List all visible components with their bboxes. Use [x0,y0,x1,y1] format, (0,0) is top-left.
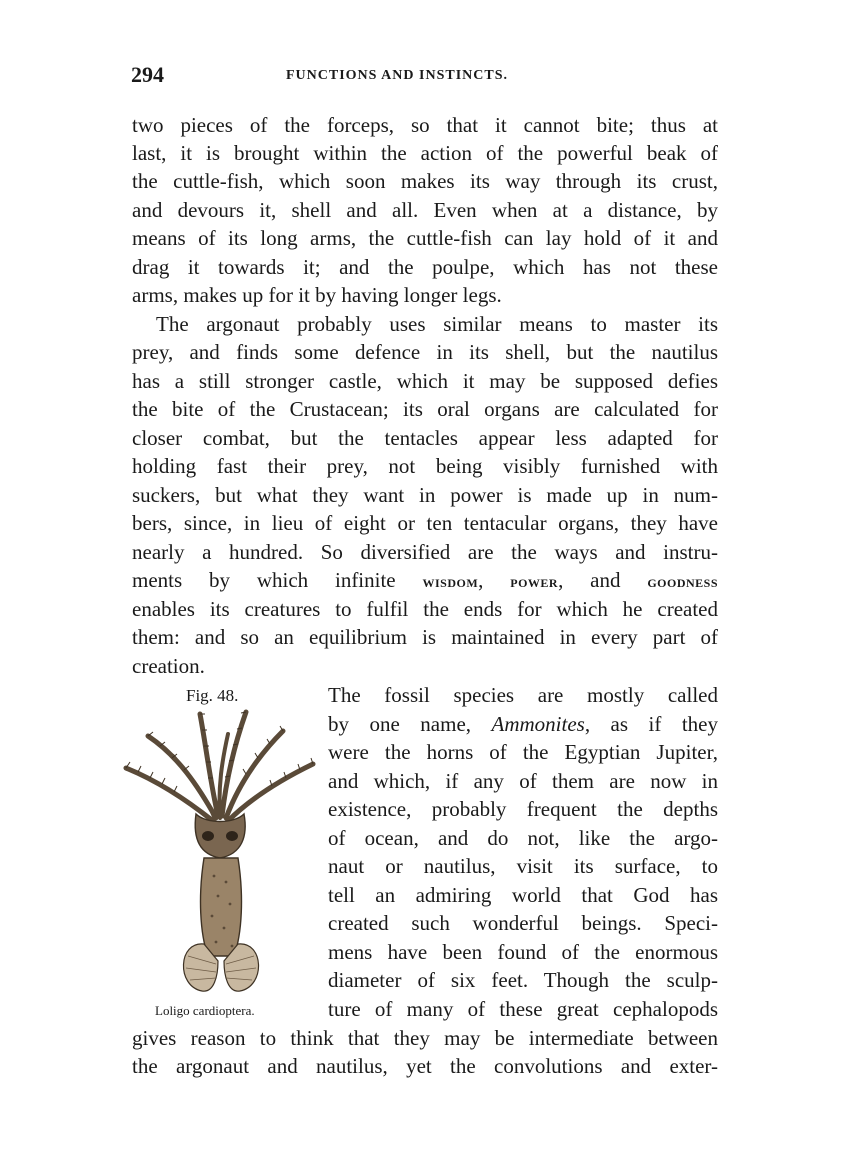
squid-illustration [118,706,323,1001]
text-line: naut or nautilus, visit its surface, to [328,854,718,878]
word-power: power [510,572,559,591]
text-line: ture of many of these great cephalopods [328,997,718,1021]
text-line: creation. [132,654,205,678]
text-line: enables its creatures to fulfil the ends for which he created [132,597,718,621]
squid-mantle [201,858,242,956]
text-run: , [478,568,511,592]
text-line: them: and so an equilibrium is maintained in every part of [132,625,718,649]
text-line: nearly a hundred. So diversified are the ways and instru- [132,540,718,564]
text-line: were the horns of the Egyptian Jupiter, [328,740,718,764]
text-line: drag it towards it; and the poulpe, which has not these [132,255,718,279]
text-run: , and [558,568,648,592]
text-line: has a still stronger castle, which it may be supposed defies [132,369,718,393]
text-line: created such wonderful beings. Speci- [328,911,718,935]
text-line: means of its long arms, the cuttle-fish can lay hold of it and [132,226,718,250]
text-line: and which, if any of them are now in [328,769,718,793]
running-title: FUNCTIONS AND INSTINCTS. [286,68,508,83]
text-line: and devours it, shell and all. Even when at a distance, by [132,198,718,222]
tentacle-shape [228,764,313,821]
text-line: diameter of six feet. Though the sculp- [328,968,718,992]
text-line [132,566,718,594]
paragraph-start: The fossil species are mostly called [328,683,718,707]
text-line: last, it is brought within the action of the powerful beak of [132,141,718,165]
text-run: ments by which infinite [132,568,423,592]
squid-eye [202,831,214,841]
word-ammonites: Ammonites [491,712,585,736]
text-line [328,710,718,738]
squid-eye [226,831,238,841]
page-number: 294 [131,62,164,87]
text-line: holding fast their prey, not being visibly furnished with [132,454,718,478]
figure-caption: Loligo cardioptera. [155,1003,255,1018]
text-line: two pieces of the forceps, so that it cannot bite; thus at [132,113,718,137]
text-line: of ocean, and do not, like the argo- [328,826,718,850]
squid-drawing [118,706,323,1001]
text-run: by one name, [328,712,492,736]
text-run: , as if they [584,712,718,736]
text-line: mens have been found of the enormous [328,940,718,964]
word-wisdom: wisdom [422,572,479,591]
text-line: prey, and finds some defence in its shell, but the nautilus [132,340,718,364]
text-line: the argonaut and nautilus, yet the convolutions and exter- [132,1054,718,1078]
figure-label: Fig. 48. [186,686,239,705]
text-line: suckers, but what they want in power is made up in num- [132,483,718,507]
text-line: the cuttle-fish, which soon makes its way through its crust, [132,169,718,193]
text-line: closer combat, but the tentacles appear less adapted for [132,426,718,450]
text-line: gives reason to think that they may be intermediate between [132,1026,718,1050]
text-line: existence, probably frequent the depths [328,797,718,821]
text-line: bers, since, in lieu of eight or ten tentacular organs, they have [132,511,718,535]
word-goodness: goodness [647,572,719,591]
paragraph-start: The argonaut probably uses similar means to master its [156,312,718,336]
text-line: arms, makes up for it by having longer legs. [132,283,502,307]
text-line: the bite of the Crustacean; its oral organs are calculated for [132,397,718,421]
text-line: tell an admiring world that God has [328,883,718,907]
page-header [131,62,717,92]
tentacle-shape [200,714,218,816]
